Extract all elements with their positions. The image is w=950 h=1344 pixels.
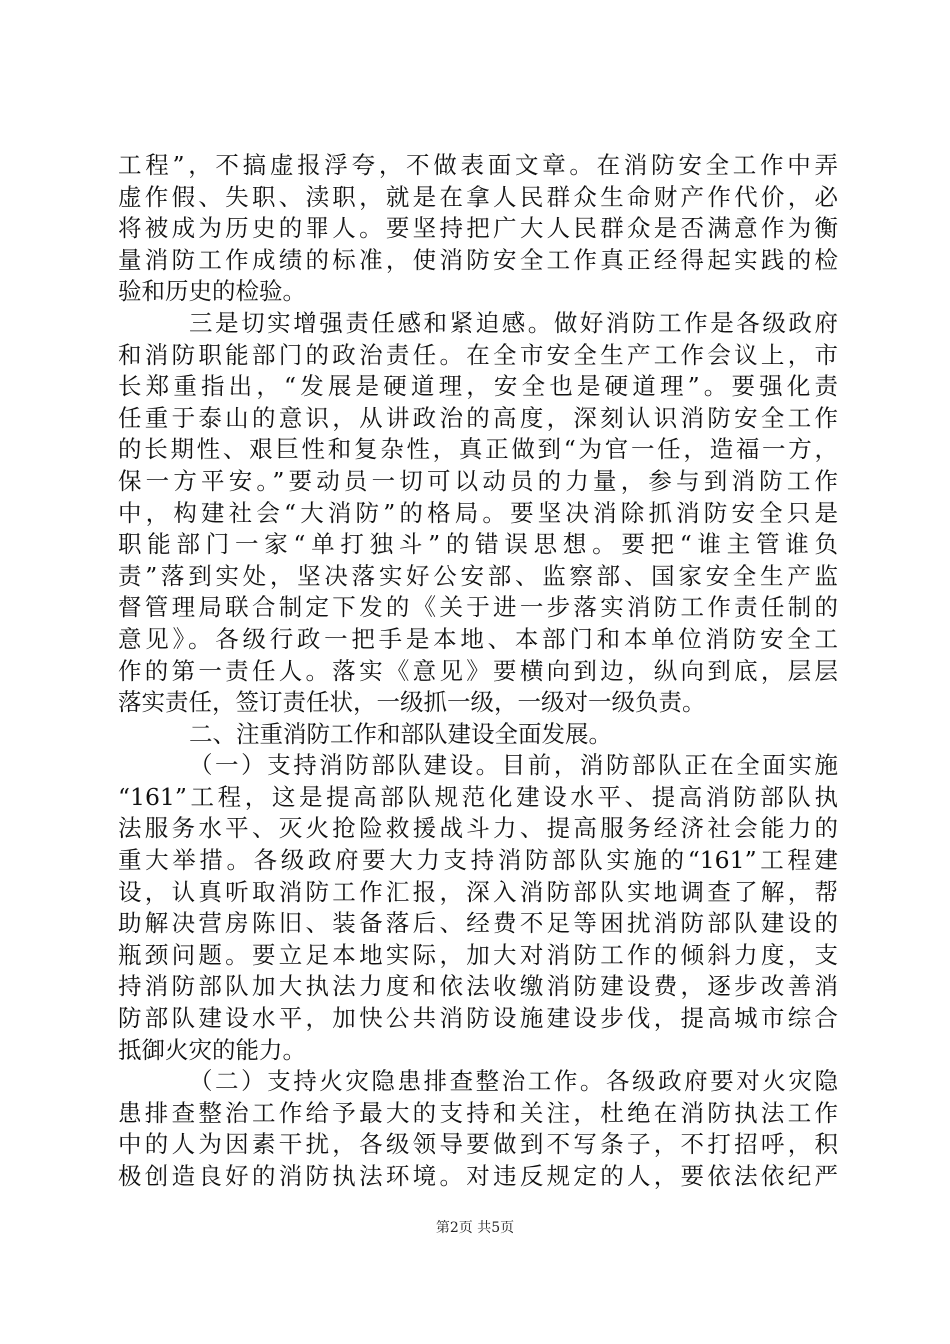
text-line: 法服务水平、灭火抢险救援战斗力、提高服务经济社会能力的 <box>118 814 838 843</box>
text-line: 意见》。各级行政一把手是本地、本部门和本单位消防安全工 <box>118 624 838 653</box>
text-line: 虚作假、失职、渎职，就是在拿人民群众生命财产作代价，必 <box>118 182 838 211</box>
text-line: 抵御火灾的能力。 <box>118 1035 306 1064</box>
text-line: 瓶颈问题。要立足本地实际，加大对消防工作的倾斜力度，支 <box>118 940 838 969</box>
body-text <box>118 150 838 1193</box>
text-line: 督管理局联合制定下发的《关于进一步落实消防工作责任制的 <box>118 593 838 622</box>
text-line: 将被成为历史的罪人。要坚持把广大人民群众是否满意作为衡 <box>118 214 838 243</box>
text-line: （二）支持火灾隐患排查整治工作。各级政府要对火灾隐 <box>189 1067 838 1096</box>
text-line: 作的第一责任人。落实《意见》要横向到边，纵向到底，层层 <box>118 656 838 685</box>
text-line: 验和历史的检验。 <box>118 277 306 306</box>
text-line: 中，构建社会“大消防”的格局。要坚决消除抓消防安全只是 <box>118 498 838 527</box>
text-line: 设，认真听取消防工作汇报，深入消防部队实地调查了解，帮 <box>118 877 838 906</box>
text-line: 三是切实增强责任感和紧迫感。做好消防工作是各级政府 <box>189 308 838 337</box>
text-line: 工程”，不搞虚报浮夸，不做表面文章。在消防安全工作中弄 <box>118 151 838 179</box>
text-line: 助解决营房陈旧、装备落后、经费不足等困扰消防部队建设的 <box>118 909 838 938</box>
text-line: 保一方平安。”要动员一切可以动员的力量，参与到消防工作 <box>118 466 838 495</box>
text-line: 责”落到实处，坚决落实好公安部、监察部、国家安全生产监 <box>118 561 838 590</box>
text-line: 和消防职能部门的政治责任。在全市安全生产工作会议上，市 <box>118 340 838 369</box>
text-line: 中的人为因素干扰，各级领导要做到不写条子，不打招呼，积 <box>118 1130 838 1159</box>
text-line: 重大举措。各级政府要大力支持消防部队实施的“161”工程建 <box>118 846 838 875</box>
text-line: 长郑重指出，“发展是硬道理，安全也是硬道理”。要强化责 <box>118 372 838 401</box>
text-line: 患排查整治工作给予最大的支持和关注，杜绝在消防执法工作 <box>118 1098 838 1127</box>
page-number-footer: 第2页 共5页 <box>435 1220 515 1236</box>
text-line: 极创造良好的消防执法环境。对违反规定的人，要依法依纪严 <box>118 1162 838 1190</box>
text-line: 防部队建设水平，加快公共消防设施建设步伐，提高城市综合 <box>118 1004 838 1033</box>
text-line: 量消防工作成绩的标准，使消防安全工作真正经得起实践的检 <box>118 245 838 274</box>
text-line: 二、注重消防工作和部队建设全面发展。 <box>189 719 612 748</box>
text-line: 任重于泰山的意识，从讲政治的高度，深刻认识消防安全工作 <box>118 403 838 432</box>
text-line: “161”工程，这是提高部队规范化建设水平、提高消防部队执 <box>118 782 838 811</box>
text-line: 持消防部队加大执法力度和依法收缴消防建设费，逐步改善消 <box>118 972 838 1001</box>
text-line: 的长期性、艰巨性和复杂性，真正做到“为官一任，造福一方， <box>118 435 838 464</box>
text-line: 落实责任，签订责任状，一级抓一级，一级对一级负责。 <box>118 688 706 717</box>
text-line: 职能部门一家“单打独斗”的错误思想。要把“谁主管谁负 <box>118 530 838 559</box>
text-line: （一）支持消防部队建设。目前，消防部队正在全面实施 <box>189 751 838 780</box>
